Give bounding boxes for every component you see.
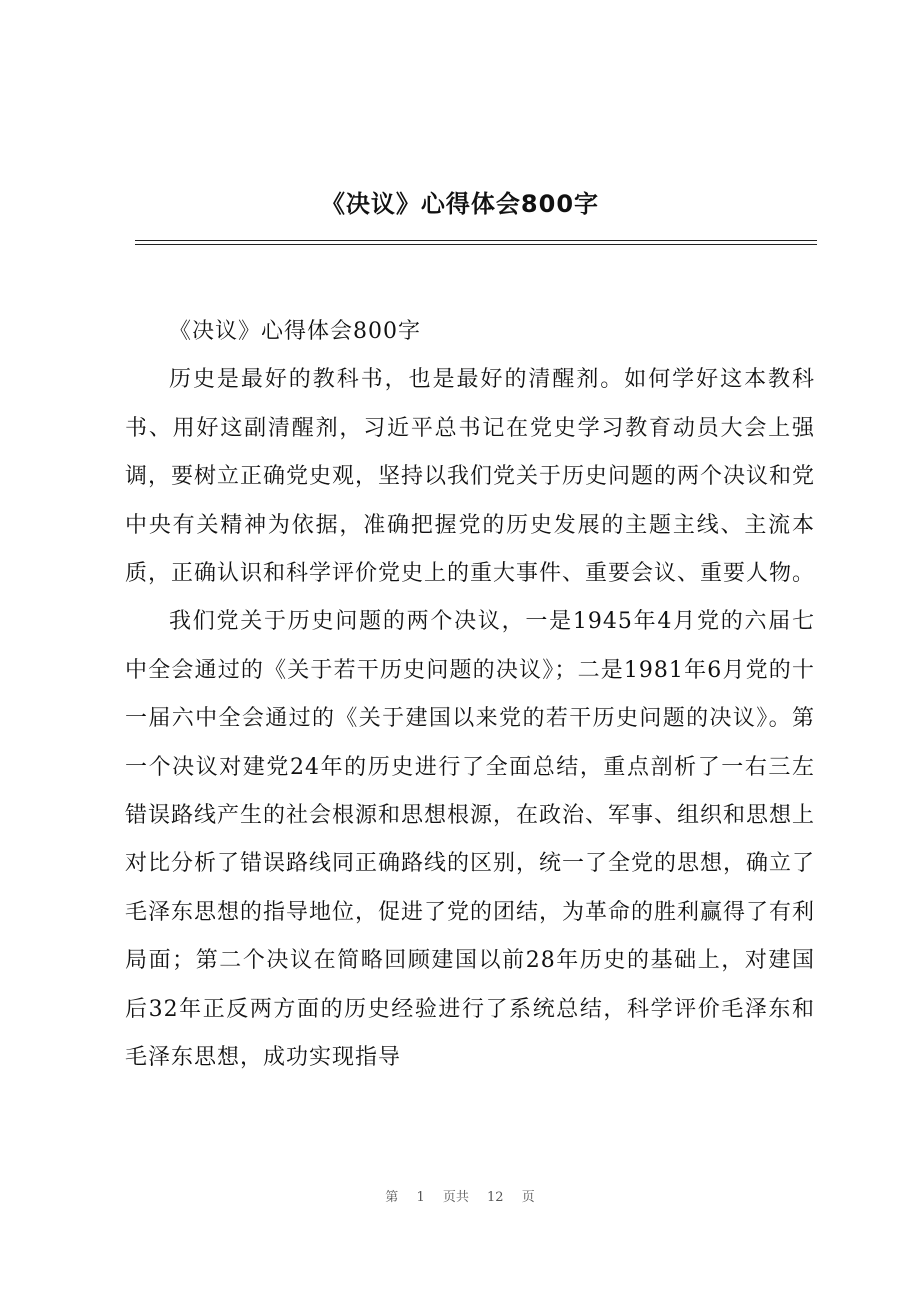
footer-total-pages: 12 <box>487 1190 504 1205</box>
document-body <box>125 308 815 1083</box>
document-title: 《决议》心得体会800字 <box>320 190 600 218</box>
title-divider <box>135 240 817 245</box>
paragraph: 历史是最好的教科书，也是最好的清醒剂。如何学好这本教科书、用好这副清醒剂，习近平总书记在党史学习教育动员大会上强调，要树立正确党史观，坚持以我们党关于历史问题的两个决议和党中央有关精神为依据，准确把握党的历史发展的主题主线、主流本质，正确认识和科学评价党史上的重大事件、重要会议、重要人物。 <box>125 367 816 587</box>
paragraph-heading: 《决议》心得体会800字 <box>169 319 421 344</box>
footer-current-page: 1 <box>416 1190 425 1205</box>
footer-page-label: 第 <box>385 1190 399 1205</box>
footer-of-label: 页共 <box>442 1190 469 1205</box>
footer-end-label: 页 <box>521 1190 535 1205</box>
page-footer <box>0 1186 920 1205</box>
paragraph: 我们党关于历史问题的两个决议，一是1945年4月党的六届七中全会通过的《关于若干历史问题的决议》；二是1981年6月党的十一届六中全会通过的《关于建国以来党的若干历史问题的决议》。第一个决议对建党24年的历史进行了全面总结，重点剖析了一右三左错误路线产生的社会根源和思想根源，在政治、军事、组织和思想上对比分析了错误路线同正确路线的区别，统一了全党的思想，确立了毛泽东思想的指导地位，促进了党的团结，为革命的胜利赢得了有利局面；第二个决议在简略回顾建国以前28年历史的基础上，对建国后32年正反两方面的历史经验进行了系统总结，科学评价毛泽东和毛泽东思想，成功实现指导 <box>125 609 816 1071</box>
